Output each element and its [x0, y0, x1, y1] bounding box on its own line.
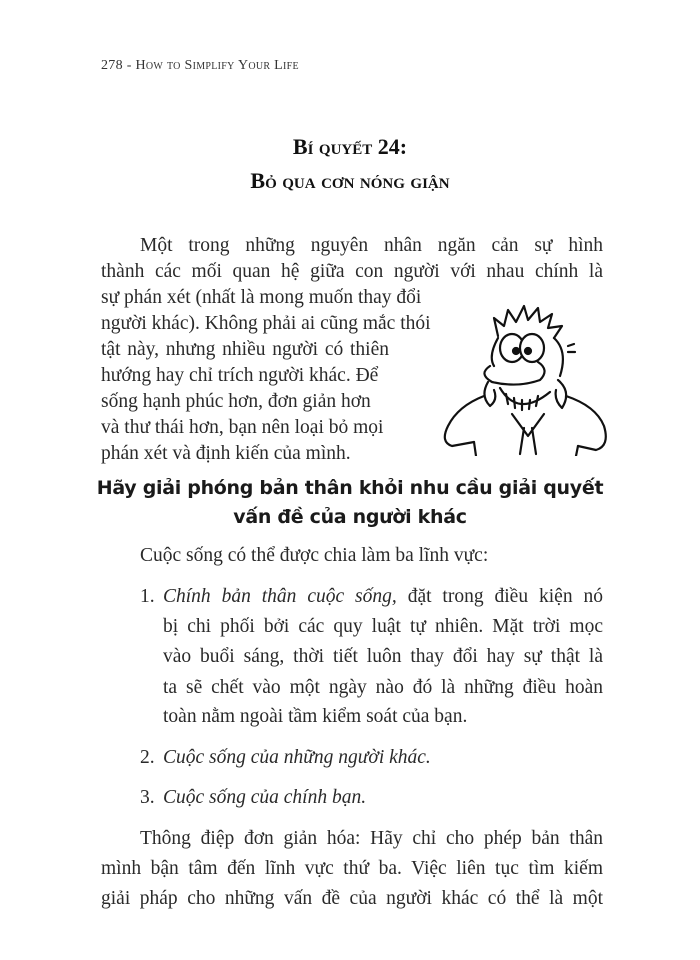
chapter-title-line1: Bí quyết 24:	[292, 134, 408, 159]
list-intro: Cuộc sống có thể được chia làm ba lĩnh vực:	[140, 545, 489, 566]
section-heading-line2: vấn đề của người khác	[233, 506, 467, 528]
text-line: bị chi phối bởi các quy luật tự nhiên. Mặt trời mọc	[163, 616, 603, 637]
text-line: Thông điệp đơn giản hóa: Hãy chỉ cho phép bản thân	[140, 828, 603, 849]
text-line: hướng hay chỉ trích người khác. Để	[101, 365, 379, 386]
text-line: sống hạnh phúc hơn, đơn giản hơn	[101, 391, 371, 412]
text-line: vào buổi sáng, thời tiết luôn thay đổi hay sự thật là	[163, 646, 603, 667]
text-line: thành các mối quan hệ giữa con người với nhau chính là	[101, 261, 603, 282]
text-line: giải pháp cho những vấn đề của người khác có thể là một	[101, 888, 603, 909]
text-line: và thư thái hơn, bạn nên loại bỏ mọi	[101, 417, 384, 438]
text-line: mình bận tâm đến lĩnh vực thứ ba. Việc liên tục tìm kiếm	[101, 858, 603, 879]
header-separator: -	[122, 58, 136, 73]
text-line: Một trong những nguyên nhân ngăn cản sự hình	[140, 235, 603, 256]
text-line: người khác). Không phải ai cũng mắc thói	[101, 313, 431, 334]
text-line	[163, 786, 366, 810]
book-title: How to Simplify Your Life	[135, 58, 299, 73]
text-line: toàn nằm ngoài tầm kiểm soát của bạn.	[163, 706, 468, 727]
text-line: ta sẽ chết vào một ngày nào đó là những điều hoàn	[163, 677, 603, 698]
list-number: 2.	[140, 747, 155, 768]
italic-term: Cuộc sống của những người khác.	[163, 747, 431, 768]
list-number: 3.	[140, 787, 155, 808]
list-number: 1.	[140, 586, 155, 607]
cartoon-illustration	[428, 296, 628, 456]
section-heading-line1: Hãy giải phóng bản thân khỏi nhu cầu giải quyết	[96, 477, 604, 499]
italic-term: Cuộc sống của chính bạn.	[163, 787, 367, 808]
italic-term: Chính bản thân cuộc sống,	[163, 586, 397, 607]
text-line	[163, 585, 603, 609]
text-line: sự phán xét (nhất là mong muốn thay đổi	[101, 287, 422, 308]
text-line: tật này, nhưng nhiều người có thiên	[101, 339, 389, 360]
text-span: đặt trong điều kiện nó	[396, 586, 603, 607]
chapter-title-line2: Bỏ qua cơn nóng giận	[250, 168, 450, 193]
text-line	[163, 746, 431, 770]
page-number: 278	[101, 58, 123, 73]
running-header	[101, 58, 299, 74]
text-line: phán xét và định kiến của mình.	[101, 443, 351, 464]
